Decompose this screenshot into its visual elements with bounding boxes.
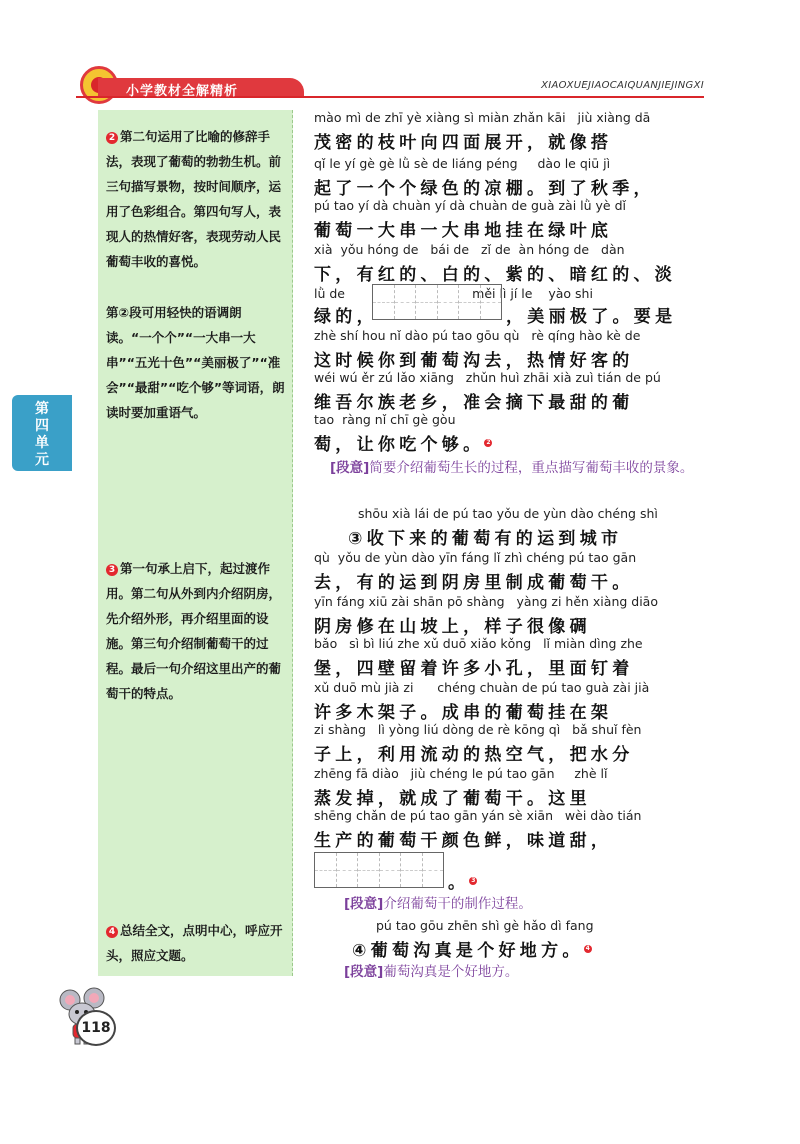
- hanzi-line: 许多木架子。成串的葡萄挂在架: [314, 703, 613, 723]
- note-text: 总结全文，点明中心，呼应开头，照应文题。: [106, 923, 283, 963]
- note-ref-3: 3: [471, 877, 476, 884]
- note-number-badge: 2: [106, 132, 118, 144]
- header-title: 小学教材全解精析: [126, 84, 239, 99]
- pinyin-line: shōu xià lái de pú tao yǒu de yùn dào chéng shì: [358, 506, 658, 521]
- hanzi-line: 下，有红的、白的、紫的、暗红的、淡: [314, 265, 677, 285]
- note-3: [106, 556, 286, 706]
- hanzi-line: 起了一个个绿色的凉棚。到了秋季，: [314, 179, 655, 199]
- pinyin-line: pú tao gōu zhēn shì gè hǎo dì fang: [376, 918, 594, 933]
- fill-in-blank-grid[interactable]: [314, 852, 444, 888]
- note-text: 第②段可用轻快的语调朗读。“一个个”“一大串一大串”“五光十色”“美丽极了”“准会”“最甜”“吃个够”等词语，朗读时要加重语气。: [106, 305, 285, 420]
- hanzi-line: 堡，四壁留着许多小孔，里面钉着: [314, 659, 634, 679]
- pinyin-line: zhè shí hou nǐ dào pú tao gōu qù rè qíng hào kè de: [314, 328, 641, 343]
- pinyin-line: wéi wú ěr zú lǎo xiāng zhǔn huì zhāi xià zuì tián de pú: [314, 370, 661, 385]
- pinyin-line: mào mì de zhī yè xiàng sì miàn zhǎn kāi jiù xiàng dā: [314, 110, 651, 125]
- hanzi-line: 这时候你到葡萄沟去，热情好客的: [314, 351, 634, 371]
- hanzi-line: 维吾尔族老乡，准会摘下最甜的葡: [314, 393, 634, 413]
- note-number-badge: 4: [106, 926, 118, 938]
- summary-text: 简要介绍葡萄生长的过程，重点描写葡萄丰收的景象。: [369, 460, 694, 476]
- note-reading-tip: [106, 300, 286, 425]
- pinyin-line: qǐ le yí gè gè lǜ sè de liáng péng dào le qiū jì: [314, 156, 611, 171]
- summary-label: [段意]: [330, 460, 370, 476]
- note-ref-4: 4: [585, 945, 590, 952]
- note-text: 第二句运用了比喻的修辞手法，表现了葡萄的勃勃生机。前三句描写景物，按时间顺序，运用了色彩组合。第四句写人，表现人的热情好客，表现劳动人民葡萄丰收的喜悦。: [106, 129, 282, 269]
- hanzi-line: 去，有的运到阴房里制成葡萄干。: [314, 573, 634, 593]
- hanzi-line: 葡萄一大串一大串地挂在绿叶底: [314, 221, 613, 241]
- pinyin-line: xià yǒu hóng de bái de zǐ de àn hóng de dàn: [314, 242, 625, 257]
- note-text: 第一句承上启下，起过渡作用。第二句从外到内介绍阴房，先介绍外形，再介绍里面的设施。第三句介绍制葡萄干的过程。最后一句介绍这里出产的葡萄干的特点。: [106, 561, 282, 701]
- hanzi-line: [352, 936, 592, 961]
- summary-label: [段意]: [344, 964, 384, 980]
- pinyin-line: pú tao yí dà chuàn yí dà chuàn de guà zài lǜ yè dǐ: [314, 198, 626, 213]
- pinyin-line: zi shàng lì yòng liú dòng de rè kōng qì bǎ shuǐ fèn: [314, 722, 642, 737]
- paragraph-summary-1: [330, 456, 710, 480]
- paragraph-summary-3: [344, 892, 724, 916]
- fill-in-blank-grid[interactable]: [372, 284, 502, 320]
- pinyin-line: bǎo sì bì liú zhe xǔ duō xiǎo kǒng lǐ miàn dìng zhe: [314, 636, 643, 651]
- summary-text: 介绍葡萄干的制作过程。: [383, 896, 532, 912]
- unit-tab-char: 单: [35, 435, 49, 451]
- hanzi-line: [314, 430, 492, 455]
- paragraph-summary-4: [344, 960, 724, 984]
- pinyin-line: yīn fáng xiū zài shān pō shàng yàng zi hěn xiàng diāo: [314, 594, 658, 609]
- summary-label: [段意]: [344, 896, 384, 912]
- page-number: 118: [76, 1010, 116, 1046]
- unit-tab-char: 第: [35, 401, 49, 417]
- pinyin-line: zhēng fā diào jiù chéng le pú tao gān zhè lǐ: [314, 766, 608, 781]
- hanzi-text: 。: [448, 873, 470, 893]
- hanzi-line: 阴房修在山坡上，样子很像碉: [314, 617, 591, 637]
- hanzi-line: ，美丽极了。要是: [506, 307, 677, 327]
- header-pinyin-title: XIAOXUEJIAOCAIQUANJIEJINGXI: [541, 80, 704, 91]
- hanzi-text: ④葡萄沟真是个好地方。: [352, 941, 584, 961]
- pinyin-line: shēng chǎn de pú tao gān yán sè xiān wèi dào tián: [314, 808, 642, 823]
- pinyin-line: lǜ de měi lì jí le yào shi: [314, 286, 593, 301]
- note-ref-2: 2: [486, 439, 491, 446]
- note-2: [106, 124, 286, 274]
- unit-tab-char: 四: [35, 418, 49, 434]
- hanzi-line: 茂密的枝叶向四面展开，就像搭: [314, 133, 613, 153]
- hanzi-line: ③收下来的葡萄有的运到城市: [348, 529, 623, 549]
- hanzi-line: 蒸发掉，就成了葡萄干。这里: [314, 789, 591, 809]
- hanzi-line: [448, 868, 477, 893]
- summary-text: 葡萄沟真是个好地方。: [383, 964, 519, 980]
- hanzi-text: 萄，让你吃个够。: [314, 435, 485, 455]
- unit-tab-char: 元: [35, 452, 49, 468]
- note-number-badge: 3: [106, 564, 118, 576]
- note-4: [106, 918, 286, 968]
- hanzi-line: 生产的葡萄干颜色鲜，味道甜，: [314, 831, 613, 851]
- pinyin-line: xǔ duō mù jià zi chéng chuàn de pú tao guà zài jià: [314, 680, 650, 695]
- hanzi-line-prefix: 绿的，: [314, 307, 378, 327]
- pinyin-line: tao ràng nǐ chī gè gòu: [314, 412, 456, 427]
- unit-tab: [12, 395, 72, 471]
- pinyin-line: qù yǒu de yùn dào yīn fáng lǐ zhì chéng pú tao gān: [314, 550, 637, 565]
- hanzi-line: 子上，利用流动的热空气，把水分: [314, 745, 634, 765]
